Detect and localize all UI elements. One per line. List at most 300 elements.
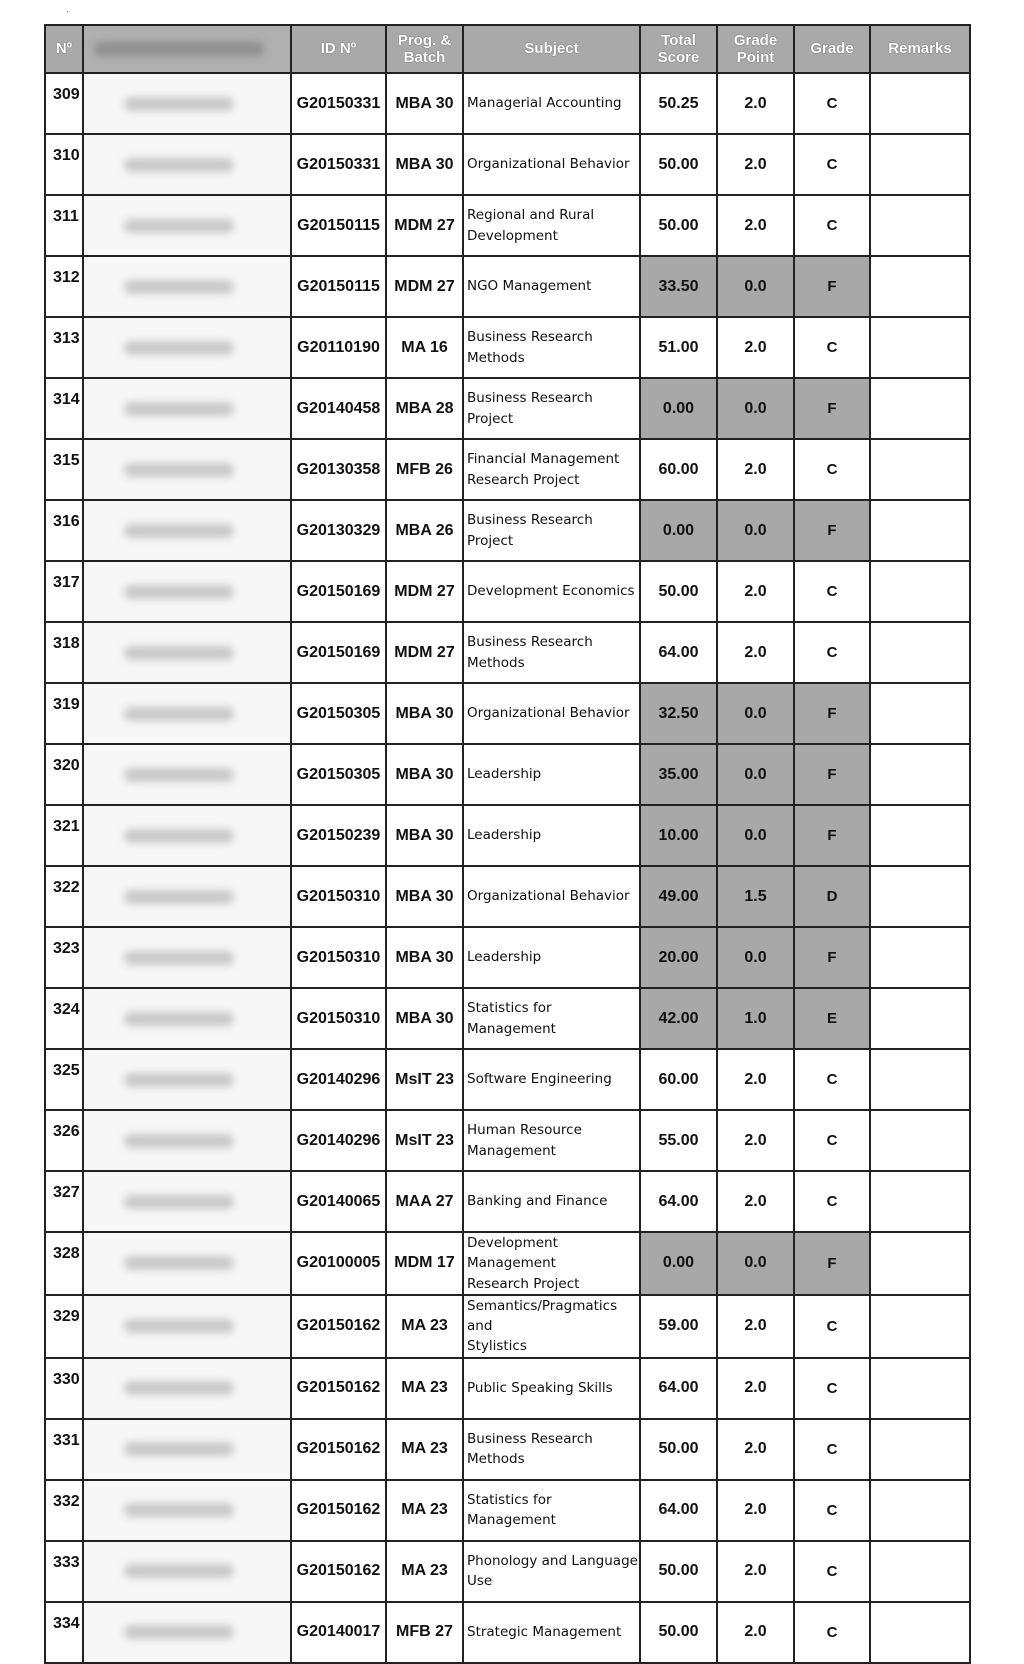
row-number: 334 <box>45 1602 83 1663</box>
student-name-redacted <box>83 256 291 317</box>
subject <box>463 1541 640 1602</box>
subject-line: Leadership <box>467 827 542 844</box>
row-number: 327 <box>45 1171 83 1232</box>
student-name-redacted <box>83 439 291 500</box>
total-score: 32.50 <box>640 683 717 744</box>
table-row <box>45 1480 970 1541</box>
header-gp-line2: Point <box>736 49 775 66</box>
program-batch: MDM 17 <box>386 1232 463 1295</box>
table-row <box>45 134 970 195</box>
grade-point: 2.0 <box>717 1358 794 1419</box>
grade-report-table <box>44 24 971 1664</box>
total-score: 60.00 <box>640 439 717 500</box>
grade: C <box>794 1171 870 1232</box>
subject <box>463 988 640 1049</box>
subject <box>463 1419 640 1480</box>
subject <box>463 1295 640 1358</box>
table-body <box>45 73 970 1663</box>
header-row <box>45 25 970 73</box>
total-score: 50.00 <box>640 1419 717 1480</box>
header-remarks: Remarks <box>870 25 970 73</box>
subject-line: Development Management <box>467 1235 558 1272</box>
subject-line: Business Research Methods <box>467 634 593 671</box>
total-score: 0.00 <box>640 500 717 561</box>
total-score: 10.00 <box>640 805 717 866</box>
student-name-redacted <box>83 988 291 1049</box>
subject-line: Strategic Management <box>467 1623 622 1640</box>
program-batch: MBA 30 <box>386 744 463 805</box>
row-number: 320 <box>45 744 83 805</box>
grade: C <box>794 1419 870 1480</box>
grade: C <box>794 1480 870 1541</box>
student-name-redacted <box>83 1541 291 1602</box>
student-id: G20150305 <box>291 683 386 744</box>
student-id: G20140017 <box>291 1602 386 1663</box>
subject-line: Public Speaking Skills <box>467 1379 613 1396</box>
remarks <box>870 1232 970 1295</box>
subject <box>463 1049 640 1110</box>
grade-point: 0.0 <box>717 500 794 561</box>
row-number: 321 <box>45 805 83 866</box>
program-batch: MAA 27 <box>386 1171 463 1232</box>
grade: F <box>794 378 870 439</box>
grade: C <box>794 439 870 500</box>
grade: C <box>794 317 870 378</box>
subject <box>463 805 640 866</box>
total-score: 42.00 <box>640 988 717 1049</box>
student-id: G20150305 <box>291 744 386 805</box>
total-score: 0.00 <box>640 1232 717 1295</box>
row-number: 331 <box>45 1419 83 1480</box>
student-name-redacted <box>83 866 291 927</box>
remarks <box>870 561 970 622</box>
table-row <box>45 1171 970 1232</box>
subject <box>463 1602 640 1663</box>
row-number: 325 <box>45 1049 83 1110</box>
subject <box>463 256 640 317</box>
grade-point: 1.5 <box>717 866 794 927</box>
subject <box>463 1358 640 1419</box>
remarks <box>870 134 970 195</box>
subject <box>463 1232 640 1295</box>
subject-line: Statistics for Management <box>467 1491 556 1528</box>
total-score: 20.00 <box>640 927 717 988</box>
table-row <box>45 744 970 805</box>
student-id: G20100005 <box>291 1232 386 1295</box>
program-batch: MDM 27 <box>386 256 463 317</box>
student-name-redacted <box>83 1049 291 1110</box>
grade-point: 2.0 <box>717 1480 794 1541</box>
grade: C <box>794 1358 870 1419</box>
table-row <box>45 500 970 561</box>
header-no: Nº <box>45 25 83 73</box>
header-score-line2: Score <box>657 49 700 66</box>
table-row <box>45 1110 970 1171</box>
subject-line: Organizational Behavior <box>467 705 630 722</box>
student-id: G20150169 <box>291 622 386 683</box>
table-row <box>45 927 970 988</box>
margin-mark: · <box>66 6 69 16</box>
subject <box>463 561 640 622</box>
remarks <box>870 927 970 988</box>
row-number: 310 <box>45 134 83 195</box>
remarks <box>870 1171 970 1232</box>
grade-point: 0.0 <box>717 805 794 866</box>
subject-line: Business Research Methods <box>467 329 593 366</box>
total-score: 0.00 <box>640 378 717 439</box>
grade-point: 2.0 <box>717 1602 794 1663</box>
row-number: 311 <box>45 195 83 256</box>
total-score: 33.50 <box>640 256 717 317</box>
row-number: 326 <box>45 1110 83 1171</box>
total-score: 64.00 <box>640 622 717 683</box>
table-row <box>45 622 970 683</box>
row-number: 315 <box>45 439 83 500</box>
row-number: 323 <box>45 927 83 988</box>
subject <box>463 744 640 805</box>
subject-line: Leadership <box>467 949 542 966</box>
student-id: G20130329 <box>291 500 386 561</box>
subject-line: Human Resource Management <box>467 1122 582 1159</box>
program-batch: MDM 27 <box>386 561 463 622</box>
subject-line: Research Project <box>467 471 580 488</box>
remarks <box>870 500 970 561</box>
program-batch: MBA 30 <box>386 805 463 866</box>
remarks <box>870 988 970 1049</box>
table-row <box>45 988 970 1049</box>
student-id: G20150162 <box>291 1358 386 1419</box>
subject <box>463 73 640 134</box>
subject-line: Financial Management <box>467 451 620 468</box>
grade: F <box>794 683 870 744</box>
program-batch: MFB 27 <box>386 1602 463 1663</box>
row-number: 313 <box>45 317 83 378</box>
total-score: 50.00 <box>640 1541 717 1602</box>
grade: C <box>794 561 870 622</box>
grade: F <box>794 744 870 805</box>
total-score: 59.00 <box>640 1295 717 1358</box>
total-score: 55.00 <box>640 1110 717 1171</box>
subject <box>463 1110 640 1171</box>
total-score: 64.00 <box>640 1358 717 1419</box>
subject <box>463 134 640 195</box>
student-id: G20150162 <box>291 1480 386 1541</box>
header-prog-batch <box>386 25 463 73</box>
total-score: 64.00 <box>640 1171 717 1232</box>
student-id: G20150310 <box>291 988 386 1049</box>
program-batch: MA 23 <box>386 1419 463 1480</box>
table-row <box>45 439 970 500</box>
table-row <box>45 1602 970 1663</box>
remarks <box>870 317 970 378</box>
grade: D <box>794 866 870 927</box>
grade-point: 0.0 <box>717 744 794 805</box>
grade: F <box>794 1232 870 1295</box>
student-id: G20130358 <box>291 439 386 500</box>
student-name-redacted <box>83 134 291 195</box>
remarks <box>870 1358 970 1419</box>
table-row <box>45 866 970 927</box>
table-row <box>45 1232 970 1295</box>
program-batch: MBA 30 <box>386 134 463 195</box>
subject <box>463 439 640 500</box>
student-id: G20150310 <box>291 927 386 988</box>
remarks <box>870 256 970 317</box>
grade: C <box>794 1541 870 1602</box>
table-row <box>45 805 970 866</box>
table-row <box>45 73 970 134</box>
student-id: G20150331 <box>291 134 386 195</box>
remarks <box>870 1110 970 1171</box>
subject-line: Semantics/Pragmatics and <box>467 1297 618 1334</box>
subject <box>463 622 640 683</box>
program-batch: MA 23 <box>386 1541 463 1602</box>
subject-line: Stylistics <box>467 1338 527 1355</box>
table-row <box>45 1419 970 1480</box>
program-batch: MsIT 23 <box>386 1110 463 1171</box>
program-batch: MDM 27 <box>386 195 463 256</box>
student-name-redacted <box>83 1171 291 1232</box>
grade: C <box>794 622 870 683</box>
grade: F <box>794 500 870 561</box>
remarks <box>870 622 970 683</box>
program-batch: MBA 26 <box>386 500 463 561</box>
row-number: 316 <box>45 500 83 561</box>
grade-point: 2.0 <box>717 195 794 256</box>
student-id: G20150239 <box>291 805 386 866</box>
program-batch: MBA 30 <box>386 683 463 744</box>
table-row <box>45 561 970 622</box>
program-batch: MA 23 <box>386 1480 463 1541</box>
grade: C <box>794 134 870 195</box>
subject-line: Statistics for Management <box>467 1000 556 1037</box>
table-row <box>45 256 970 317</box>
subject <box>463 195 640 256</box>
remarks <box>870 73 970 134</box>
table-row <box>45 317 970 378</box>
grade-point: 2.0 <box>717 1541 794 1602</box>
remarks <box>870 195 970 256</box>
grade: C <box>794 1110 870 1171</box>
student-name-redacted <box>83 622 291 683</box>
header-grade: Grade <box>794 25 870 73</box>
remarks <box>870 683 970 744</box>
row-number: 312 <box>45 256 83 317</box>
row-number: 317 <box>45 561 83 622</box>
student-name-redacted <box>83 683 291 744</box>
subject-line: Business Research Methods <box>467 1430 593 1467</box>
subject <box>463 866 640 927</box>
student-id: G20150162 <box>291 1295 386 1358</box>
row-number: 319 <box>45 683 83 744</box>
header-score-line1: Total <box>661 31 696 49</box>
student-name-redacted <box>83 1419 291 1480</box>
program-batch: MBA 30 <box>386 988 463 1049</box>
table-row <box>45 195 970 256</box>
remarks <box>870 1541 970 1602</box>
student-id: G20150115 <box>291 195 386 256</box>
student-name-redacted <box>83 1295 291 1358</box>
table-row <box>45 378 970 439</box>
table-row <box>45 1358 970 1419</box>
remarks <box>870 744 970 805</box>
program-batch: MBA 28 <box>386 378 463 439</box>
program-batch: MBA 30 <box>386 73 463 134</box>
table-row <box>45 683 970 744</box>
program-batch: MBA 30 <box>386 866 463 927</box>
total-score: 64.00 <box>640 1480 717 1541</box>
remarks <box>870 866 970 927</box>
table-row <box>45 1295 970 1358</box>
remarks <box>870 1049 970 1110</box>
subject-line: Development Economics <box>467 583 635 600</box>
total-score: 49.00 <box>640 866 717 927</box>
subject <box>463 1480 640 1541</box>
header-name-redacted <box>83 25 291 73</box>
subject-line: Organizational Behavior <box>467 888 630 905</box>
program-batch: MA 16 <box>386 317 463 378</box>
subject-line: Phonology and Language Use <box>467 1552 638 1589</box>
grade: C <box>794 1602 870 1663</box>
student-name-redacted <box>83 317 291 378</box>
grade: C <box>794 1049 870 1110</box>
remarks <box>870 1419 970 1480</box>
program-batch: MDM 27 <box>386 622 463 683</box>
student-name-redacted <box>83 378 291 439</box>
grade: F <box>794 927 870 988</box>
student-id: G20140458 <box>291 378 386 439</box>
header-prog-line2: Batch <box>403 49 446 66</box>
header-gp-line1: Grade <box>733 31 778 49</box>
student-id: G20110190 <box>291 317 386 378</box>
header-prog-line1: Prog. & <box>397 31 452 49</box>
subject-line: Development <box>467 227 558 244</box>
row-number: 322 <box>45 866 83 927</box>
student-name-redacted <box>83 1480 291 1541</box>
student-id: G20150115 <box>291 256 386 317</box>
table-row <box>45 1541 970 1602</box>
row-number: 324 <box>45 988 83 1049</box>
row-number: 332 <box>45 1480 83 1541</box>
subject-line: Research Project <box>467 1275 580 1292</box>
row-number: 329 <box>45 1295 83 1358</box>
total-score: 50.00 <box>640 1602 717 1663</box>
row-number: 318 <box>45 622 83 683</box>
program-batch: MA 23 <box>386 1295 463 1358</box>
grade-point: 2.0 <box>717 1110 794 1171</box>
grade: F <box>794 256 870 317</box>
student-id: G20150331 <box>291 73 386 134</box>
student-id: G20140296 <box>291 1049 386 1110</box>
grade-point: 2.0 <box>717 622 794 683</box>
row-number: 328 <box>45 1232 83 1295</box>
program-batch: MsIT 23 <box>386 1049 463 1110</box>
grade-point: 0.0 <box>717 378 794 439</box>
subject-line: Business Research Project <box>467 512 593 549</box>
grade: C <box>794 1295 870 1358</box>
grade-point: 0.0 <box>717 1232 794 1295</box>
subject-line: Regional and Rural <box>467 207 595 224</box>
student-name-redacted <box>83 805 291 866</box>
subject-line: Banking and Finance <box>467 1193 608 1210</box>
subject <box>463 317 640 378</box>
grade-point: 2.0 <box>717 439 794 500</box>
grade-point: 1.0 <box>717 988 794 1049</box>
student-id: G20150162 <box>291 1419 386 1480</box>
row-number: 333 <box>45 1541 83 1602</box>
row-number: 314 <box>45 378 83 439</box>
student-name-redacted <box>83 744 291 805</box>
row-number: 330 <box>45 1358 83 1419</box>
student-name-redacted <box>83 1232 291 1295</box>
remarks <box>870 1602 970 1663</box>
subject-line: Organizational Behavior <box>467 156 630 173</box>
grade-point: 2.0 <box>717 134 794 195</box>
table-row <box>45 1049 970 1110</box>
remarks <box>870 1480 970 1541</box>
total-score: 50.00 <box>640 134 717 195</box>
grade-point: 2.0 <box>717 1171 794 1232</box>
subject <box>463 927 640 988</box>
grade-point: 0.0 <box>717 927 794 988</box>
student-name-redacted <box>83 1358 291 1419</box>
header-subject: Subject <box>463 25 640 73</box>
total-score: 50.25 <box>640 73 717 134</box>
program-batch: MBA 30 <box>386 927 463 988</box>
grade-point: 2.0 <box>717 73 794 134</box>
student-name-redacted <box>83 73 291 134</box>
student-id: G20140065 <box>291 1171 386 1232</box>
grade-point: 2.0 <box>717 561 794 622</box>
student-id: G20150162 <box>291 1541 386 1602</box>
subject-line: Business Research Project <box>467 390 593 427</box>
student-id: G20150310 <box>291 866 386 927</box>
header-total-score <box>640 25 717 73</box>
subject-line: Managerial Accounting <box>467 95 622 112</box>
row-number: 309 <box>45 73 83 134</box>
total-score: 50.00 <box>640 561 717 622</box>
student-name-redacted <box>83 561 291 622</box>
subject <box>463 1171 640 1232</box>
grade-point: 2.0 <box>717 317 794 378</box>
remarks <box>870 439 970 500</box>
program-batch: MA 23 <box>386 1358 463 1419</box>
student-name-redacted <box>83 500 291 561</box>
subject-line: Leadership <box>467 766 542 783</box>
grade-point: 0.0 <box>717 256 794 317</box>
total-score: 35.00 <box>640 744 717 805</box>
grade: C <box>794 195 870 256</box>
student-id: G20150169 <box>291 561 386 622</box>
grade-point: 2.0 <box>717 1049 794 1110</box>
remarks <box>870 805 970 866</box>
student-name-redacted <box>83 195 291 256</box>
student-name-redacted <box>83 1110 291 1171</box>
subject <box>463 500 640 561</box>
grade-point: 2.0 <box>717 1295 794 1358</box>
header-id: ID Nº <box>291 25 386 73</box>
grade: C <box>794 73 870 134</box>
header-grade-point <box>717 25 794 73</box>
student-name-redacted <box>83 1602 291 1663</box>
program-batch: MFB 26 <box>386 439 463 500</box>
student-name-redacted <box>83 927 291 988</box>
total-score: 50.00 <box>640 195 717 256</box>
grade: E <box>794 988 870 1049</box>
subject-line: Software Engineering <box>467 1071 612 1088</box>
grade: F <box>794 805 870 866</box>
remarks <box>870 378 970 439</box>
